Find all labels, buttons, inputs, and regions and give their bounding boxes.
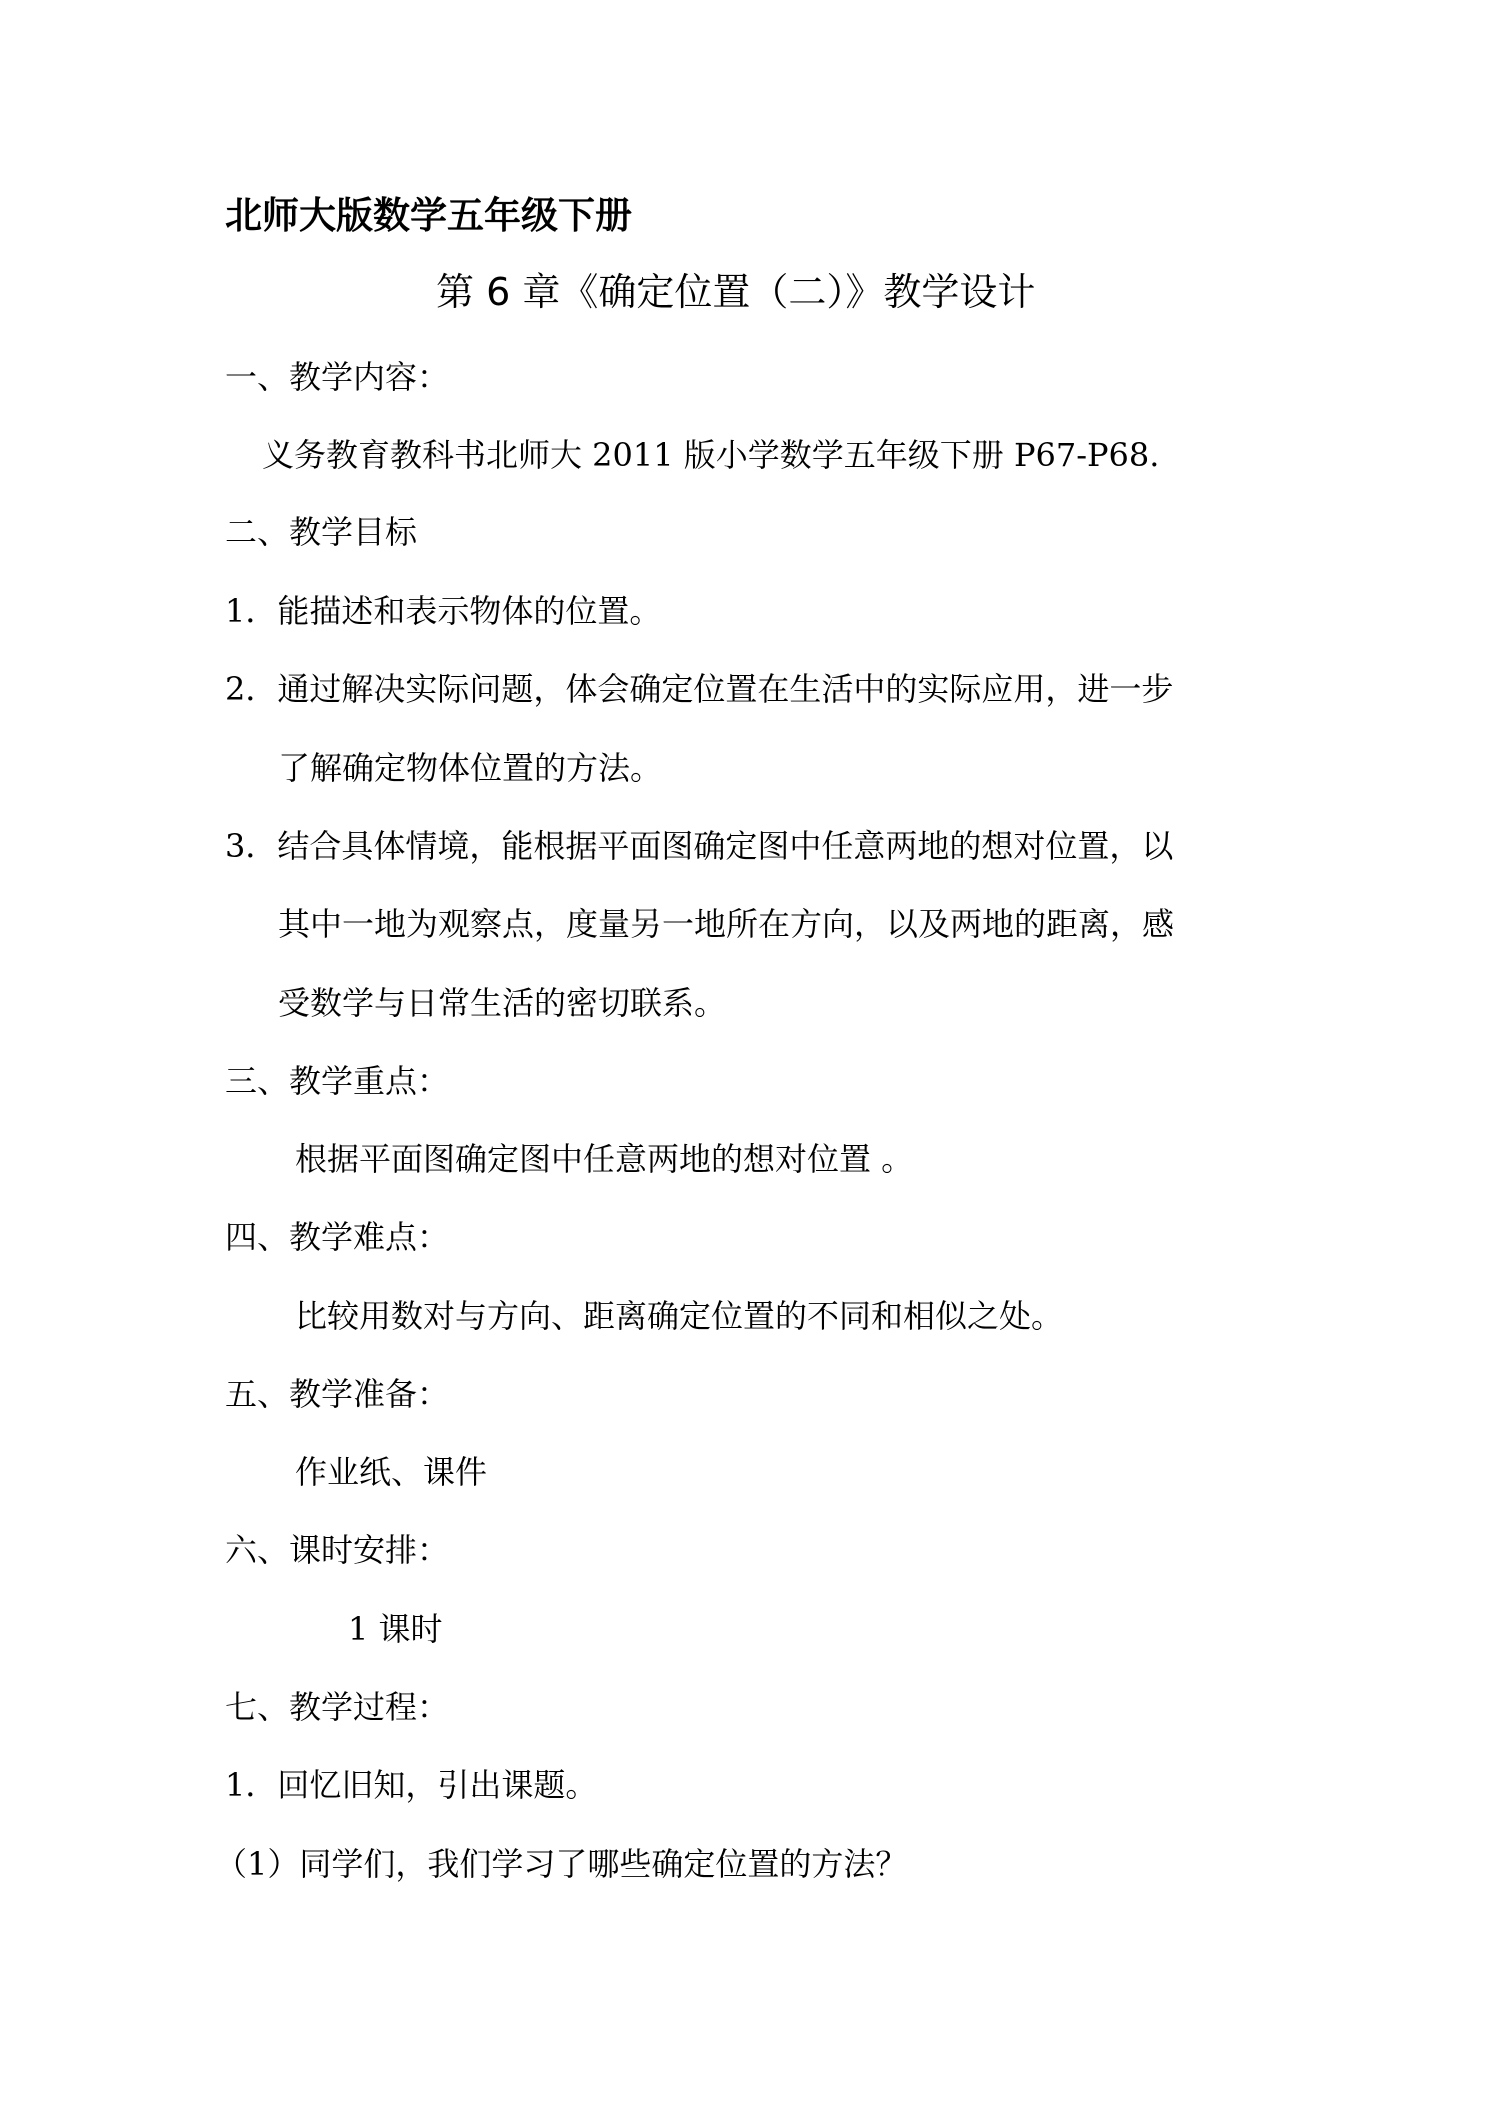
objective-item: 3．结合具体情境，能根据平面图确定图中任意两地的想对位置，以 — [225, 827, 1174, 865]
objective-item-continued: 了解确定物体位置的方法。 — [278, 749, 663, 787]
objective-item-continued: 受数学与日常生活的密切联系。 — [278, 984, 727, 1022]
document-header: 北师大版数学五年级下册 — [225, 194, 632, 237]
section-text-difficulties: 比较用数对与方向、距离确定位置的不同和相似之处。 — [295, 1297, 1064, 1335]
section-text-preparation: 作业纸、课件 — [295, 1453, 488, 1491]
section-heading-key-points: 三、教学重点： — [225, 1062, 450, 1100]
process-question: （1）同学们，我们学习了哪些确定位置的方法？ — [215, 1845, 908, 1883]
objective-item: 2．通过解决实际问题，体会确定位置在生活中的实际应用，进一步 — [225, 670, 1174, 708]
process-step: 1．回忆旧知，引出课题。 — [225, 1766, 598, 1804]
objective-item-continued: 其中一地为观察点，度量另一地所在方向，以及两地的距离，感 — [278, 905, 1175, 943]
section-heading-preparation: 五、教学准备： — [225, 1375, 450, 1413]
objective-item: 1．能描述和表示物体的位置。 — [225, 592, 662, 630]
section-heading-content: 一、教学内容： — [225, 358, 450, 396]
section-text-key-points: 根据平面图确定图中任意两地的想对位置 。 — [295, 1140, 914, 1178]
section-text-content: 义务教育教科书北师大 2011 版小学数学五年级下册 P67-P68. — [262, 436, 1160, 474]
section-text-schedule: 1 课时 — [348, 1610, 443, 1648]
document-title: 第 6 章《确定位置（二）》教学设计 — [436, 270, 1036, 314]
section-heading-process: 七、教学过程： — [225, 1688, 450, 1726]
section-heading-schedule: 六、课时安排： — [225, 1531, 450, 1569]
section-heading-difficulties: 四、教学难点： — [225, 1218, 450, 1256]
section-heading-objectives: 二、教学目标 — [225, 513, 418, 551]
